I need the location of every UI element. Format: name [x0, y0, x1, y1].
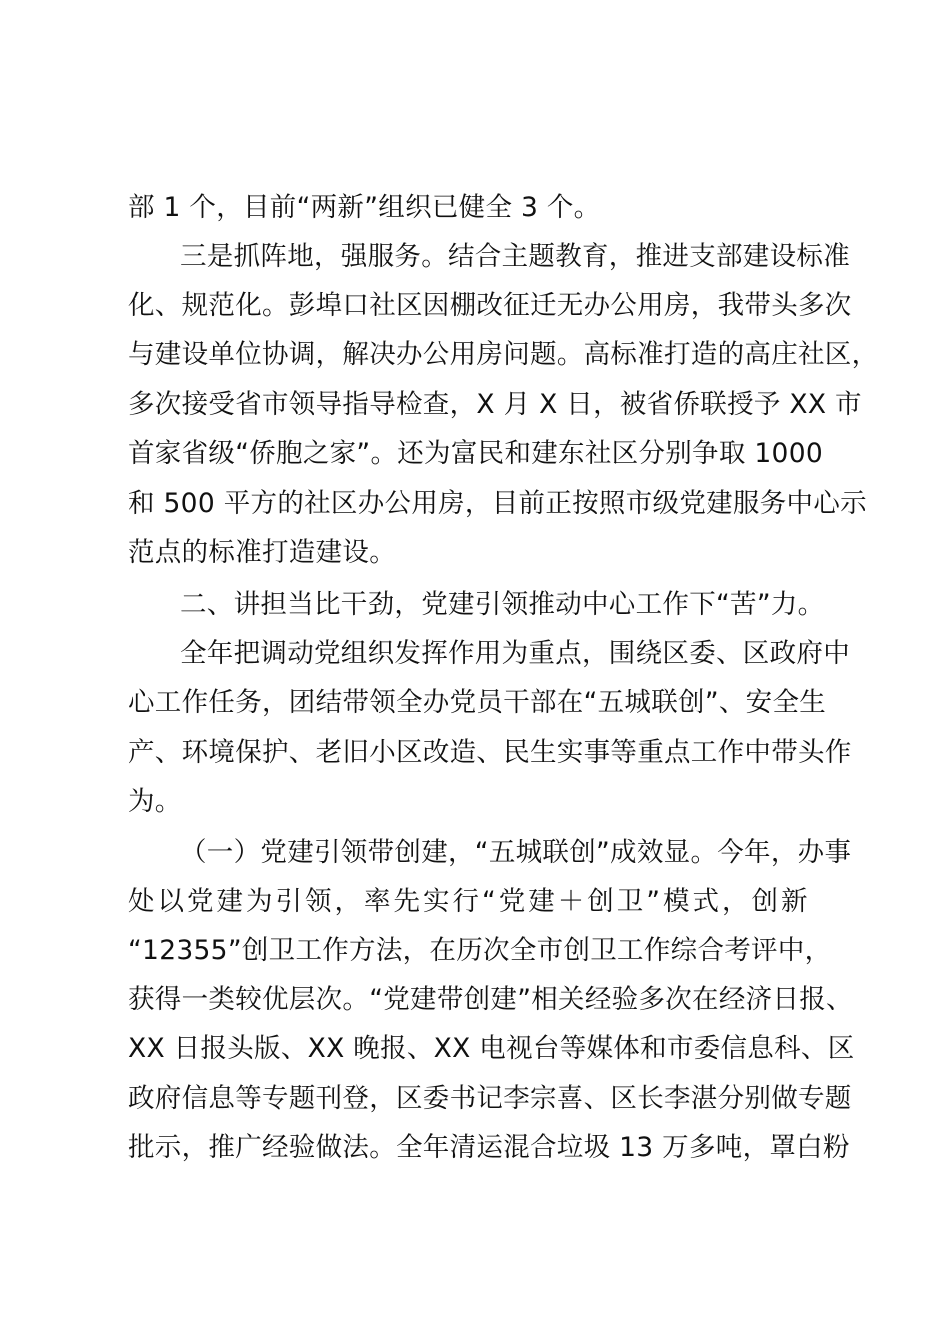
text-line: 和 500 平方的社区办公用房，目前正按照市级党建服务中心示 [128, 488, 867, 519]
text-line: 首家省级“侨胞之家”。还为富民和建东社区分别争取 1000 [128, 438, 824, 469]
text-line: 为。 [128, 786, 182, 817]
text-line: 批示，推广经验做法。全年清运混合垃圾 13 万多吨，罩白粉 [128, 1132, 850, 1163]
text-line: 范点的标准打造建设。 [128, 537, 396, 568]
text-line: 多次接受省市领导指导检查，X 月 X 日，被省侨联授予 XX 市 [128, 389, 862, 420]
text-line: 处以党建为引领，率先实行“党建＋创卫”模式，创新 [128, 886, 811, 917]
subsection-heading: （一）党建引领带创建，“五城联创”成效显。今年，办事 [180, 837, 852, 868]
text-line: “12355”创卫工作方法，在历次全市创卫工作综合考评中， [128, 935, 832, 966]
text-line: 心工作任务，团结带领全办党员干部在“五城联创”、安全生 [128, 687, 827, 718]
text-line: 获得一类较优层次。“党建带创建”相关经验多次在经济日报、 [128, 984, 853, 1015]
text-line: 化、规范化。彭埠口社区因棚改征迁无办公用房，我带头多次 [128, 290, 852, 321]
text-line: 产、环境保护、老旧小区改造、民生实事等重点工作中带头作 [128, 737, 852, 768]
section-heading: 二、讲担当比干劲，党建引领推动中心工作下“苦”力。 [180, 589, 825, 620]
text-line: 全年把调动党组织发挥作用为重点，围绕区委、区政府中 [180, 638, 850, 669]
text-line: 部 1 个，目前“两新”组织已健全 3 个。 [128, 192, 601, 223]
text-line: 与建设单位协调，解决办公用房问题。高标准打造的高庄社区， [128, 339, 879, 370]
text-line: XX 日报头版、XX 晚报、XX 电视台等媒体和市委信息科、区 [128, 1033, 855, 1064]
text-line: 政府信息等专题刊登，区委书记李宗喜、区长李湛分别做专题 [128, 1083, 852, 1114]
text-line: 三是抓阵地，强服务。结合主题教育，推进支部建设标准 [180, 241, 850, 272]
